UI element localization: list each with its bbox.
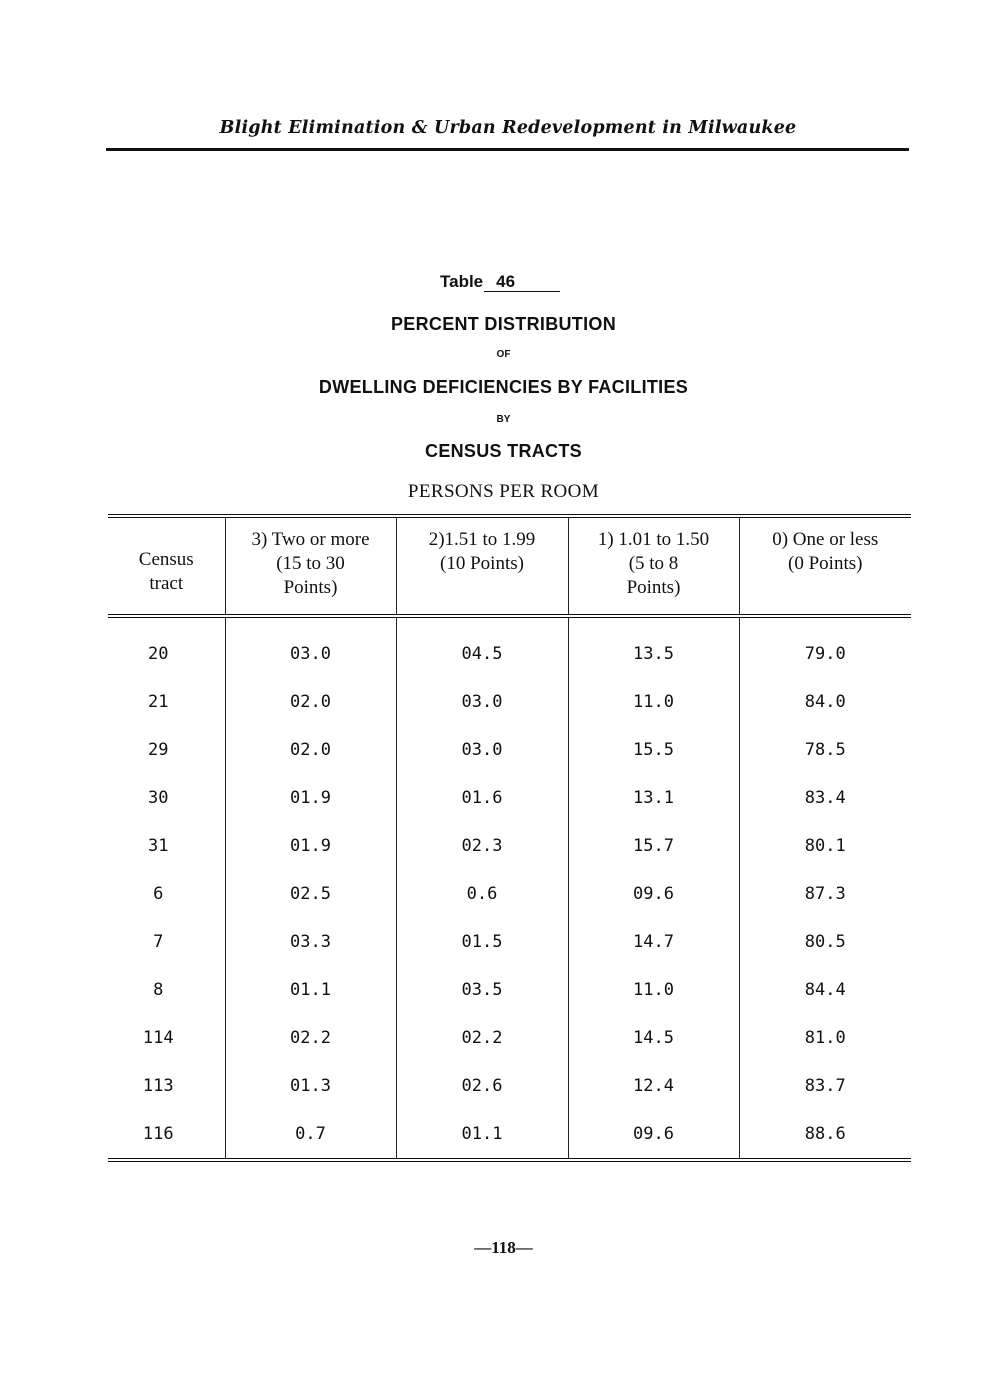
table-row xyxy=(108,870,911,918)
title-by: BY xyxy=(496,414,511,425)
cell-one-or-less: 83.7 xyxy=(739,1062,911,1110)
table-row xyxy=(108,1014,911,1062)
cell-two-or-more: 03.3 xyxy=(225,918,396,966)
cell-101-to-150: 09.6 xyxy=(568,1110,739,1160)
table-row xyxy=(108,678,911,726)
column-header xyxy=(739,516,911,616)
column-header-line: (15 to 30 xyxy=(276,553,345,574)
cell-151-to-199: 02.2 xyxy=(396,1014,568,1062)
column-header xyxy=(108,516,225,616)
column-header-line: (10 Points) xyxy=(440,553,524,574)
cell-one-or-less: 80.1 xyxy=(739,822,911,870)
data-table xyxy=(108,514,911,1162)
table-row xyxy=(108,774,911,822)
cell-two-or-more: 03.0 xyxy=(225,616,396,678)
cell-151-to-199: 01.5 xyxy=(396,918,568,966)
column-header xyxy=(396,516,568,616)
cell-151-to-199: 04.5 xyxy=(396,616,568,678)
cell-151-to-199: 03.5 xyxy=(396,966,568,1014)
header-row xyxy=(108,516,911,616)
title-line-2: DWELLING DEFICIENCIES BY FACILITIES xyxy=(318,377,689,397)
cell-151-to-199: 02.3 xyxy=(396,822,568,870)
cell-census-tract: 116 xyxy=(142,1124,174,1144)
cell-101-to-150: 11.0 xyxy=(568,966,739,1014)
cell-two-or-more: 02.2 xyxy=(225,1014,396,1062)
table-row xyxy=(108,966,911,1014)
column-header xyxy=(568,516,739,616)
page-number: —118— xyxy=(474,1238,533,1257)
cell-one-or-less: 83.4 xyxy=(739,774,911,822)
cell-census-tract: 31 xyxy=(148,836,169,856)
cell-one-or-less: 79.0 xyxy=(739,616,911,678)
cell-one-or-less: 88.6 xyxy=(739,1110,911,1160)
cell-101-to-150: 14.5 xyxy=(568,1014,739,1062)
table-row xyxy=(108,726,911,774)
cell-census-tract: 21 xyxy=(148,692,169,712)
cell-census-tract: 29 xyxy=(148,740,169,760)
cell-two-or-more: 01.3 xyxy=(225,1062,396,1110)
cell-two-or-more: 02.5 xyxy=(225,870,396,918)
cell-101-to-150: 09.6 xyxy=(568,870,739,918)
title-of: OF xyxy=(496,349,511,360)
cell-151-to-199: 01.6 xyxy=(396,774,568,822)
table-row xyxy=(108,616,911,678)
cell-two-or-more: 01.9 xyxy=(225,822,396,870)
cell-one-or-less: 81.0 xyxy=(739,1014,911,1062)
cell-one-or-less: 84.0 xyxy=(739,678,911,726)
cell-101-to-150: 14.7 xyxy=(568,918,739,966)
cell-101-to-150: 13.1 xyxy=(568,774,739,822)
column-header-line: Points) xyxy=(626,577,681,598)
column-header-line: 0) One or less xyxy=(772,529,879,550)
table-row xyxy=(108,918,911,966)
cell-151-to-199: 0.6 xyxy=(396,870,568,918)
header-rule xyxy=(106,148,909,151)
cell-101-to-150: 15.7 xyxy=(568,822,739,870)
title-line-1: PERCENT DISTRIBUTION xyxy=(390,314,616,334)
table-label-word: Table xyxy=(440,272,484,291)
column-header-line: (5 to 8 xyxy=(628,553,679,574)
cell-101-to-150: 15.5 xyxy=(568,726,739,774)
column-header-line: 1) 1.01 to 1.50 xyxy=(597,529,710,550)
column-header xyxy=(225,516,396,616)
cell-one-or-less: 84.4 xyxy=(739,966,911,1014)
cell-census-tract: 113 xyxy=(142,1076,174,1096)
running-head: Blight Elimination & Urban Redevelopment in Milwaukee xyxy=(219,118,797,138)
table-row xyxy=(108,1062,911,1110)
cell-101-to-150: 11.0 xyxy=(568,678,739,726)
table-number: 46 xyxy=(484,273,560,292)
column-header-line: 3) Two or more xyxy=(251,529,370,550)
cell-census-tract: 8 xyxy=(153,980,164,1000)
cell-census-tract: 7 xyxy=(153,932,164,952)
cell-one-or-less: 80.5 xyxy=(739,918,911,966)
column-header-line: (0 Points) xyxy=(788,553,863,574)
column-header-line: 2)1.51 to 1.99 xyxy=(428,529,536,550)
cell-census-tract: 30 xyxy=(148,788,169,808)
column-header-line: Census xyxy=(138,549,194,570)
cell-151-to-199: 03.0 xyxy=(396,678,568,726)
cell-one-or-less: 87.3 xyxy=(739,870,911,918)
cell-two-or-more: 02.0 xyxy=(225,678,396,726)
column-header-line: Points) xyxy=(283,577,338,598)
table-label xyxy=(440,272,560,292)
cell-151-to-199: 02.6 xyxy=(396,1062,568,1110)
cell-one-or-less: 78.5 xyxy=(739,726,911,774)
cell-151-to-199: 03.0 xyxy=(396,726,568,774)
table-row xyxy=(108,1110,911,1160)
cell-census-tract: 6 xyxy=(153,884,164,904)
title-line-3: CENSUS TRACTS xyxy=(425,441,582,461)
cell-two-or-more: 01.9 xyxy=(225,774,396,822)
cell-census-tract: 20 xyxy=(148,644,169,664)
table-subtitle: PERSONS PER ROOM xyxy=(407,481,600,502)
cell-census-tract: 114 xyxy=(142,1028,174,1048)
cell-two-or-more: 01.1 xyxy=(225,966,396,1014)
cell-101-to-150: 13.5 xyxy=(568,616,739,678)
table-row xyxy=(108,822,911,870)
column-header-line: tract xyxy=(149,573,184,594)
cell-two-or-more: 0.7 xyxy=(225,1110,396,1160)
cell-101-to-150: 12.4 xyxy=(568,1062,739,1110)
cell-two-or-more: 02.0 xyxy=(225,726,396,774)
cell-151-to-199: 01.1 xyxy=(396,1110,568,1160)
